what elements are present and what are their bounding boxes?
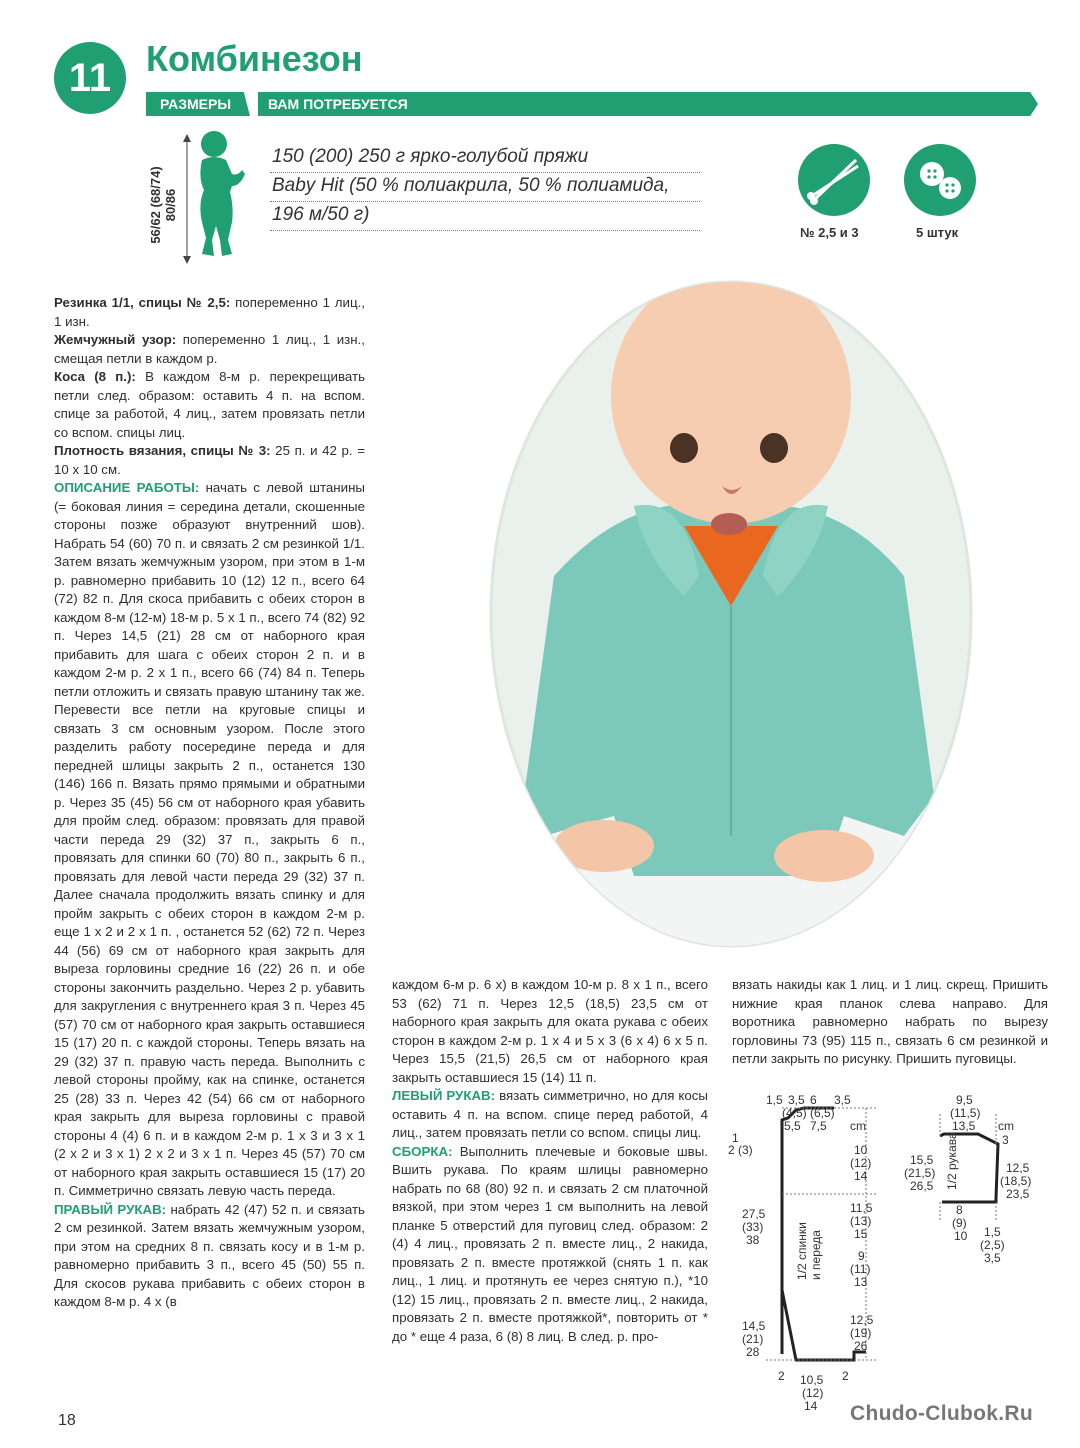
sleeve-right-1: 12,5 [1006,1161,1030,1175]
dim-bottom-right: 2 [842,1369,849,1383]
sleeve-bottom-left-1: 8 [956,1203,963,1217]
buttons-circle [904,144,976,216]
dim-top-1: 1,5 [766,1093,783,1107]
dim-left-low-1: 14,5 [742,1319,766,1333]
dim-left-low-3: 28 [746,1345,760,1359]
dim-top-2: 3,5 [788,1093,805,1107]
pattern-schematic [726,1090,1066,1420]
dim-right-mid1-3: 15 [854,1227,868,1241]
yarn-line-2: Baby Hit (50 % полиакрила, 50 % полиамида, [270,173,700,202]
dim-top-3: (4,5) [782,1106,807,1120]
sleeve-left-3: 26,5 [910,1179,934,1193]
pearl-text: попеременно 1 лиц., 1 изн., смещая петли в каждом р. [54,332,365,366]
assembly-continued-text: вязать накиды как 1 лиц. и 1 лиц. скрещ. Пришить нижние края планок слева направо. Для воротника равномерно набрать по вырезу горловины 73 (95) 115 п., связать 6 см резинкой и петли закрыть по рисунку. Пришить пуговицы. [732,977,1048,1066]
site-watermark: Chudo-Clubok.Ru [850,1402,1033,1425]
sizes-text [148,146,178,264]
dim-bottom-1: 10,5 [800,1373,824,1387]
gauge-text: 25 п. и 42 р. = 10 х 10 см. [54,443,365,477]
sleeve-top-1: 9,5 [956,1093,973,1107]
gauge-heading: Плотность вязания, спицы № 3: [54,443,271,458]
dim-top-8: 3,5 [834,1093,851,1107]
section-bar [146,92,1038,116]
page-number: 18 [58,1412,76,1429]
buttons-icon [904,144,976,216]
dim-right-top-3: 14 [854,1169,868,1183]
unit-cm-body: cm [850,1119,866,1133]
dim-right-mid1-2: (13) [850,1214,872,1228]
sleeve-bottom-right-1: 1,5 [984,1225,1001,1239]
tab-needed-label: ВАМ ПОТРЕБУЕТСЯ [268,96,408,112]
needles-label: № 2,5 и 3 [800,225,859,240]
dim-left-low-2: (21) [742,1332,764,1346]
rib-text: попеременно 1 лиц., 1 изн. [54,295,365,329]
work-description-heading: ОПИСАНИЕ РАБОТЫ: [54,480,200,495]
dim-right-mid2-2: (11) [850,1262,871,1276]
left-sleeve-heading: ЛЕВЫЙ РУКАВ: [392,1088,496,1103]
sleeve-top-2: (11,5) [950,1106,981,1120]
sleeve-top-3: 13,5 [952,1119,976,1133]
instructions-column-3 [732,976,1048,1069]
yarn-line-3: 196 м/50 г) [270,202,700,231]
body-label-2: и переда [809,1230,823,1280]
assembly-text: Выполнить плечевые и боковые швы. Вшить рукава. По краям шлицы равномерно набрать по 68 (80) 92 п. и связать 2 см платочной вязкой, при этом через 1 см выполнить на левой планке 5 отверстий для пуговиц след. образом: 2 (4) 4 лиц., провязать 2 п. вместе лиц., 2 накида, провязать 2 п. вместе протяжкой (снять 1 п. как лиц., 1 лиц. и протянуть ее через снятую п.), *10 (12) 15 лиц., провязать 2 п. вместе лиц., 2 накида, провязать 2 п. вместе протяжкой*, повторить от * до * еще 4 раза, 6 (8) 8 лиц. В след. р. про- [392,1143,708,1344]
dim-right-mid1-1: 11,5 [850,1201,873,1215]
assembly-heading: СБОРКА: [392,1143,453,1159]
dim-left-small-2: 2 (3) [728,1143,753,1157]
sleeve-right-2: (18,5) [1000,1174,1032,1188]
dim-top-6: (6,5) [810,1106,835,1120]
sleeve-right-small: 3 [1002,1133,1009,1147]
tab-sizes-label: РАЗМЕРЫ [160,96,232,112]
cable-heading: Коса (8 п.): [54,369,136,384]
dim-top-4: 5,5 [784,1119,801,1133]
right-sleeve-heading: ПРАВЫЙ РУКАВ: [54,1201,167,1217]
sleeve-bottom-right-2: (2,5) [980,1238,1005,1252]
dim-left-mid-2: (33) [742,1220,764,1234]
pattern-number-badge [54,42,126,114]
instructions-column-1 [54,294,365,1312]
sleeve-left-1: 15,5 [910,1153,934,1167]
dim-left-mid-1: 27,5 [742,1207,766,1221]
yarn-line-1: 150 (200) 250 г ярко-голубой пряжи [270,144,700,173]
dim-bottom-3: 14 [804,1399,818,1413]
rib-heading: Резинка 1/1, спицы № 2,5: [54,295,231,310]
dim-right-low-1: 12,5 [850,1313,874,1327]
instructions-column-2 [392,976,708,1346]
knitting-needles-icon [798,144,870,216]
pattern-number: 11 [68,55,112,100]
buttons-label: 5 штук [916,225,959,240]
page-title: Комбинезон [146,38,363,79]
dim-left-mid-3: 38 [746,1233,760,1247]
dim-right-top-1: 10 [854,1143,868,1157]
dim-right-mid2-1: 9 [858,1249,865,1263]
pearl-heading: Жемчужный узор: [54,332,177,347]
needles-circle [798,144,870,216]
dim-right-low-2: (19) [850,1326,872,1340]
unit-cm-sleeve: cm [998,1119,1014,1133]
sizes-line-2: 80/86 [163,188,178,222]
body-label-1: 1/2 спинки [795,1222,809,1280]
sizes-line-1: 56/62 (68/74) [148,166,163,244]
dim-right-top-2: (12) [850,1156,872,1170]
dim-top-7: 7,5 [810,1119,827,1133]
baby-photo [484,276,978,952]
right-sleeve-text: набрать 42 (47) 52 п. и связать 2 см резинкой. Затем вязать жемчужным узором, при этом на средних 8 п. связать косу и в 1-м р. равномерно прибавить 3 п., всего 45 (50) 55 п. Для скосов рукава прибавить с обеих сторон в каждом 8-м р. 4 х (в [54,1201,365,1309]
dim-right-low-3: 26 [854,1339,868,1353]
work-description-text: начать с левой штанины (= боковая линия = середина детали, скошенные стороны позже образуют внутренний шов). Набрать 54 (60) 70 п. и связать 2 см резинкой 1/1. Затем вязать жемчужным узором, при этом в 1-м р. равномерно прибавить 10 (12) 12 п., всего 64 (72) 82 п. Для скоса прибавить с обеих сторон в каждом 8-м (12-м) 18-м р. 5 х 1 п., всего 74 (82) 92 п. Через 14,5 (21) 28 см от наборного края прибавить для шага с обеих сторон 2 п. и в каждом 2-м р. 2 х 1 п., всего 66 (74) 84 п. Теперь петли отложить и связать правую штанину так же. Перевести все петли на круговые спицы и связать 3 см основным узором. После этого разделить работу посередине переда и для передней шлицы закрыть 2 п., останется 130 (146) 166 п. Вязать прямо прямыми и обратными р. Через 35 (45) 56 см от наборного края убавить для пройм след. образом: провязать для правой части переда 29 (32) 37 п., закрыть 6 п., провязать для спинки 60 (70) 80 п., закрыть 6 п., провязать для левой части переда 29 (32) 37 п. Далее сначала продолжить вязать спинку и для пройм закрыть с обеих сторон в каждом 2-м р. еще 1 х 2 и 2 х 1 п. , останется 52 (62) 72 п. Через 44 (56) 69 см от наборного края закрыть для выреза горловины средние 16 (22) 26 п. и обе стороны закончить раздельно. Через 2 р. убавить для закругления с внутреннего края 3 п. Через 45 (57) 70 см от наборного края закрыть оставшиеся 15 (17) 20 п. с каждой стороны. Теперь вязать на 29 (32) 37 п. правую часть переда. Выполнить с левой стороны пройму, как на спинке, останется 25 (28) 33 п. Через 42 (54) 66 см от наборного края закрыть для выреза горловины с правой стороны 4 (4) 6 п. и в каждом 2-м р. 1 х 3 и 3 х 1 (2 х 2 и 3 х 1) 2 х 2 и 3 х 1 п. Через 45 (57) 70 см от наборного края закрыть оставшиеся 15 (17) 20 п. Симметрично связать левую часть переда. [54,480,365,1198]
sleeve-continued-text: каждом 6-м р. 6 х) в каждом 10-м р. 8 х 1 п., всего 53 (62) 71 п. Через 12,5 (18,5) 23,5 см от наборного края закрыть для оката рукава с обеих сторон в каждом 2-м р. 1 х 4 и 5 х 3 (6 х 4) 6 х 5 п. Через 15,5 (21,5) 26,5 см от наборного края закрыть оставшиеся 15 (14) 11 п. [392,977,708,1085]
dim-left-small-1: 1 [732,1131,739,1145]
sleeve-bottom-left-2: (9) [952,1216,967,1230]
dim-right-mid2-3: 13 [854,1275,868,1289]
sleeve-bottom-right-3: 3,5 [984,1251,1001,1265]
child-silhouette-icon [192,130,248,264]
cable-text: В каждом 8-м р. перекрещивать петли след. образом: оставить 4 п. на вспом. спице за работой, 4 лиц., затем провязать петли со вспом. спицы лиц. [54,369,365,440]
sleeve-right-3: 23,5 [1006,1187,1030,1201]
sleeve-left-2: (21,5) [904,1166,936,1180]
dim-bottom-left: 2 [778,1369,785,1383]
sleeve-label: 1/2 рукава [945,1132,959,1190]
left-sleeve-text: вязать симметрично, но для косы оставить 4 п. на вспом. спице перед работой, 4 лиц., затем провязать петли со вспом. спицы лиц. [392,1088,708,1140]
dim-bottom-2: (12) [802,1386,824,1400]
yarn-description [270,144,700,231]
sleeve-bottom-left-3: 10 [954,1229,968,1243]
dim-top-5: 6 [810,1093,817,1107]
